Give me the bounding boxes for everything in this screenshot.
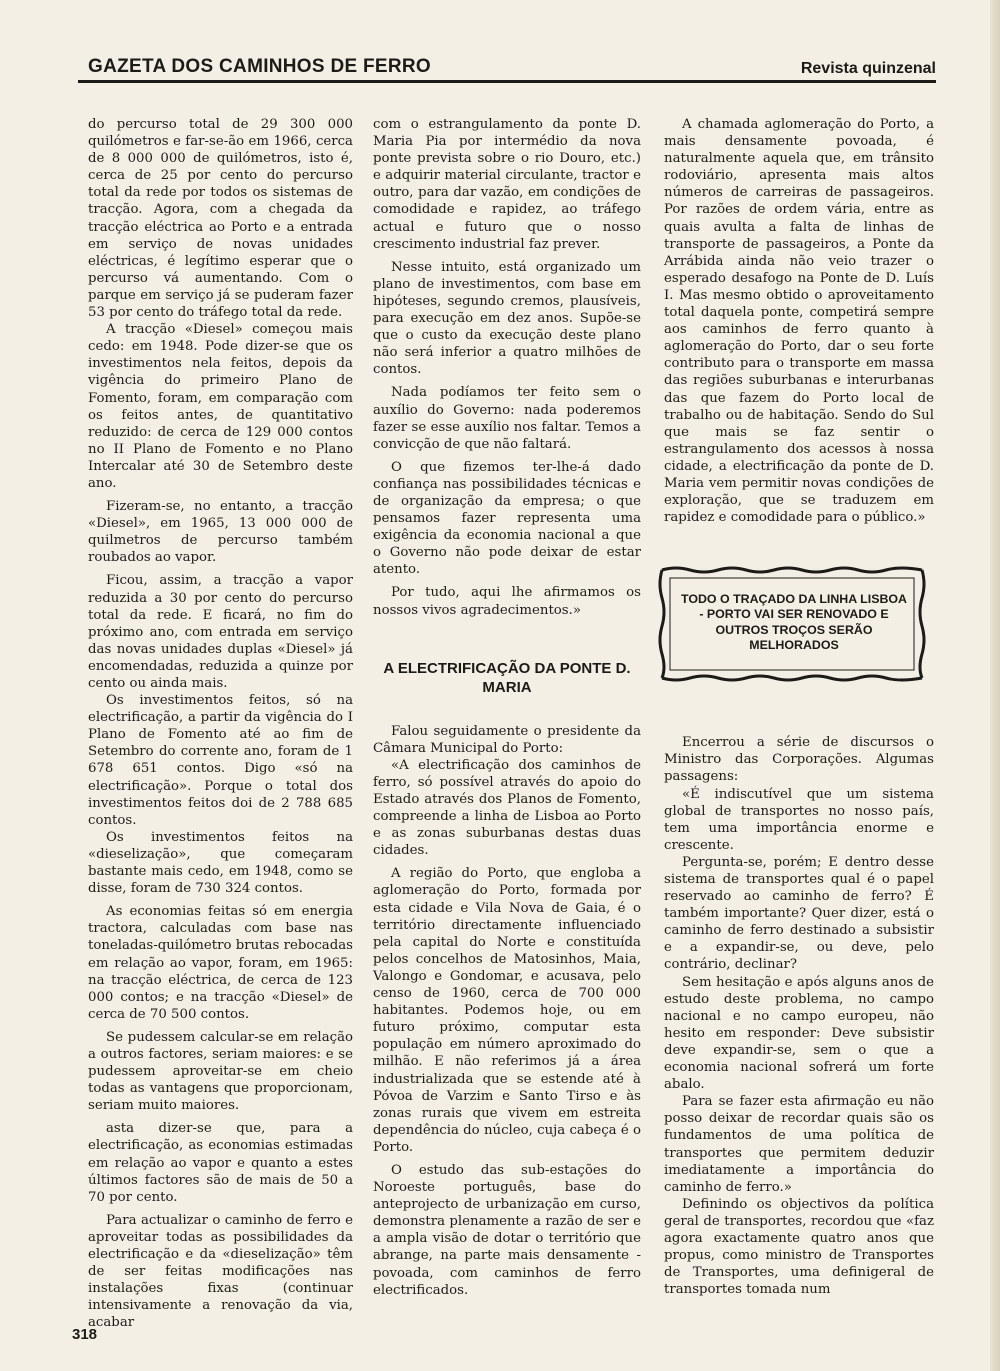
- paragraph: Nada podíamos ter feito sem o auxílio do Governo: nada poderemos fazer se esse auxílio nos faltar. Temos a convicção de que não faltará.: [373, 385, 641, 452]
- paragraph: Nesse intuito, está organizado um plano de investimentos, com base em hipóteses, segundo cremos, plausíveis, para execução em dez anos. Supõe-se que o custo da execução deste plano não será inferior a quatro milhões de contos.: [373, 259, 641, 378]
- paragraph: A chamada aglomeração do Porto, a mais densamente povoada, é naturalmente aquela que, em trânsito rodoviário, apresenta mais altos números de carreiras de passageiros. Por razões de ordem vária, entre as quais avulta a falta de linhas de transporte de passageiros, a Ponte da Arrábida ainda não veio trazer o esperado desafogo na Ponte de D. Luís I. Mas mesmo obtido o aproveitamento total daquela ponte, competirá sempre aos caminhos de ferro quanto à aglomeração do Porto, dar o seu forte contributo para o transporte em massa das regiões suburbanas e interurbanas das que fazem do Porto local de trabalho ou de habitação. Sendo do Sul que mais se faz sentir o estrangulamento dos acessos à nossa cidade, a electrificação da ponte de D. Maria vem permitir novas condições de exploração, que se traduzem em rapidez e comodidade para o público.»: [664, 117, 934, 526]
- paragraph: Pergunta-se, porém; E dentro desse sistema de transportes qual é o papel reservado ao caminho de ferro? É também importante? Quer dizer, está o caminho de ferro destinado a subsistir e a expandir-se, ou deve, pelo contrário, declinar?: [664, 854, 934, 973]
- paragraph: Sem hesitação e após alguns anos de estudo deste problema, no campo nacional e no campo europeu, não hesito em responder: Deve subsistir deve expandir-se, sem o que a economia nacional sofrerá um forte abalo.: [664, 974, 934, 1093]
- paragraph: Por tudo, aqui lhe afirmamos os nossos vivos agradecimentos.»: [373, 585, 641, 618]
- paragraph: asta dizer-se que, para a electrificação, as economias estimadas em relação ao vapor e quanto a estes últimos factores são de mais de 50 a 70 por cento.: [88, 1121, 353, 1205]
- section-heading: A ELECTRIFICAÇÃO DA PONTE D. MARIA: [383, 659, 631, 696]
- paragraph: com o estrangulamento da ponte D. Maria Pia por intermédio da nova ponte prevista sobre o rio Douro, etc.) e adquirir material circulante, tractor e outro, para dar vazão, em condições de comodidade e rapidez, ao tráfego actual e futuro que o nosso crescimento industrial faz prever.: [373, 117, 641, 252]
- masthead: [78, 52, 936, 80]
- column-left: [88, 116, 353, 1331]
- publication-tagline: Revista quinzenal: [800, 60, 936, 77]
- paragraph: Se pudessem calcular-se em relação a outros factores, seriam maiores: e se pudessem aproveitar-se em cheio todas as vantagens que proporcionam, seriam muito maiores.: [88, 1029, 353, 1114]
- paragraph: «É indiscutível que um sistema global de transportes no nosso país, tem uma importância enorme e crescente.: [664, 786, 934, 853]
- page-edge: [990, 0, 1000, 1371]
- paragraph: A região do Porto, que engloba a aglomeração do Porto, formada por esta cidade e Vila Nova de Gaia, é o território directamente influenciado pela capital do Norte e constituída pelos concelhos de Matosinhos, Maia, Valongo e Gondomar, e acusava, pelo censo de 1960, cerca de 700 000 habitantes. Podemos hoje, ou em futuro próximo, computar esta população em número aproximado do milhão. E não referimos já a área industrializada que se estende até à Póvoa de Varzim e Santo Tirso e às zonas rurais que vivem em estreita dependência do núcleo, cuja cabeça é o Porto.: [373, 866, 641, 1155]
- paragraph: Falou seguidamente o presidente da Câmara Municipal do Porto:: [373, 723, 641, 756]
- header-rule: [78, 80, 936, 83]
- paragraph: O que fizemos ter-lhe-á dado confiança nas possibilidades técnicas e de organização da empresa; o que pensamos fazer representa uma exigência da economia nacional a que o Governo não pode deixar de estar atento.: [373, 459, 641, 578]
- callout-text: TODO O TRAÇADO DA LINHA LISBOA - PORTO VAI SER RENOVADO E OUTROS TROÇOS SERÃO MELHORADOS: [680, 592, 907, 652]
- paragraph: Encerrou a série de discursos o Ministro das Corporações. Algumas passagens:: [664, 735, 934, 785]
- paragraph: Para actualizar o caminho de ferro e aproveitar todas as possibilidades da electrificação e da «dieselização» têm de ser feitas modificações nas instalações fixas (continuar intensivamente a renovação da via, acabar: [88, 1212, 353, 1331]
- column-right: [664, 116, 934, 1298]
- paragraph: Para se fazer esta afirmação eu não posso deixar de recordar quais são os fundamentos de uma política de transportes que permitem deduzir imediatamente a importância do caminho de ferro.»: [664, 1094, 934, 1195]
- paragraph: Fizeram-se, no entanto, a tracção «Diesel», em 1965, 13 000 000 de quilmetros de percurso também roubados ao vapor.: [88, 499, 353, 566]
- publication-title: GAZETA DOS CAMINHOS DE FERRO: [88, 56, 432, 77]
- paragraph: do percurso total de 29 300 000 quilómetros e far-se-ão em 1966, cerca de 8 000 000 de quilómetros, isto é, cerca de 25 por cento do percurso total da rede por todos os sistemas de tracção. Agora, com a chegada da tracção eléctrica ao Porto e a entrada em serviço de novas unidades eléctricas, é legítimo esperar que o percurso vá aumentando. Com o parque em serviço já se puderam fazer 53 por cento do tráfego total da rede.: [88, 117, 353, 321]
- paragraph: Os investimentos feitos na «dieselização», que começaram bastante mais cedo, em 1948, como se disse, foram de 730 324 contos.: [88, 829, 353, 897]
- callout-box: [656, 564, 928, 684]
- paragraph: As economias feitas só em energia tractora, calculadas com base nas toneladas-quilómetro brutas rebocadas em relação ao vapor, foram, em 1965: na tracção eléctrica, de cerca de 123 000 contos; e na tracção «Diesel» de cerca de 70 500 contos.: [88, 904, 353, 1022]
- paragraph: A tracção «Diesel» começou mais cedo: em 1948. Pode dizer-se que os investimentos nela feitos, depois da vigência do primeiro Plano de Fomento, foram, em comparação com os feitos antes, de quantitativo reduzido: de cerca de 129 000 contos no II Plano de Fomento e no Plano Intercalar até 30 de Setembro deste ano.: [88, 322, 353, 491]
- paragraph: O estudo das sub-estações do Noroeste português, base do anteprojecto de urbanização em curso, demonstra plenamente a razão de ser e a ampla visão de dotar o território que abrange, na parte mais densamente -povoada, com caminhos de ferro electrificados.: [373, 1162, 641, 1298]
- paragraph: Ficou, assim, a tracção a vapor reduzida a 30 por cento do percurso total da rede. E ficará, no fim do próximo ano, com entrada em serviço das novas unidades duplas «Diesel» já encomendadas, reduzida a quinze por cento ou ainda mais.: [88, 573, 353, 691]
- paragraph: Definindo os objectivos da política geral de transportes, recordou que «faz agora exactamente quatro anos que propus, como ministro de Transportes de Transportes, uma definigeral de transportes tomada num: [664, 1196, 934, 1298]
- paragraph: Os investimentos feitos, só na electrificação, a partir da vigência do I Plano de Fomento até ao fim de Setembro do corrente ano, foram de 1 678 651 contos. Digo «só na electrificação». Porque o total dos investimentos feitos doi de 2 788 685 contos.: [88, 693, 353, 828]
- column-middle: [373, 116, 641, 1299]
- page-number: 318: [72, 1326, 98, 1343]
- paragraph: «A electrificação dos caminhos de ferro, só possível através do apoio do Estado através dos Planos de Fomento, compreende a linha de Lisboa ao Porto e as zonas suburbanas destas duas cidades.: [373, 757, 641, 859]
